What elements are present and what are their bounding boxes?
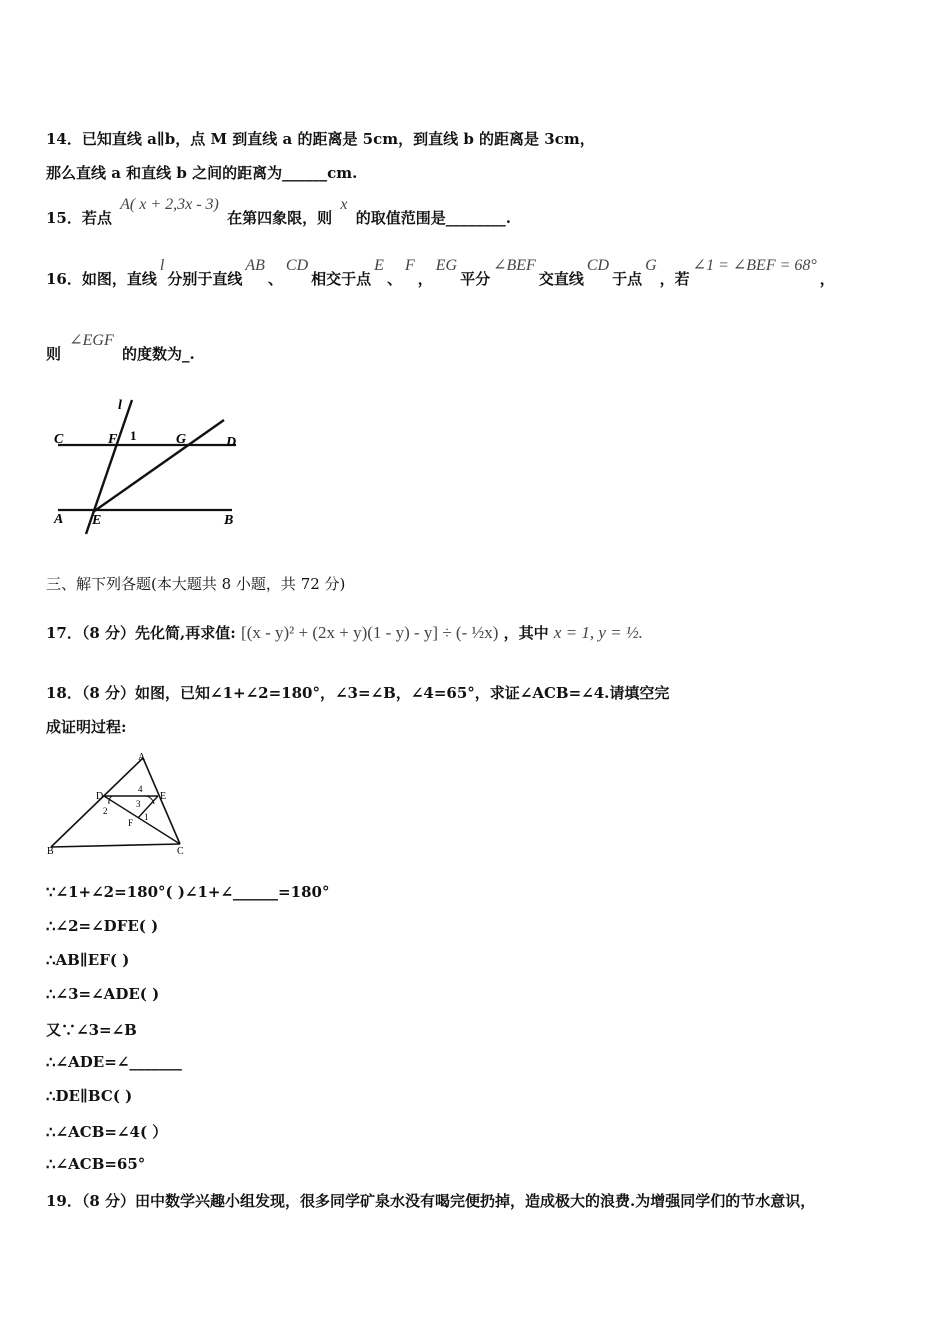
q16-sep-1: 、	[267, 270, 283, 288]
fig16-label-l: l	[118, 398, 122, 413]
fig16-label-d: D	[226, 435, 237, 450]
fig18-label-3: 3	[136, 799, 141, 809]
q17	[46, 622, 643, 643]
fig16-label-1: 1	[130, 428, 137, 443]
proof-step-2: ∴∠2=∠DFE( )	[46, 917, 159, 935]
q19-line1: 19．（8 分）田中数学兴趣小组发现，很多同学矿泉水没有喝完便扔掉，造成极大的浪费.为增强同学们的节水意识，	[46, 1192, 816, 1210]
proof-step-5: 又∵∠3=∠B	[46, 1021, 137, 1039]
fig18-label-d: D	[96, 791, 104, 802]
q17-values: x = 1, y = ½.	[553, 623, 643, 642]
q15-suffix: 的取值范围是________.	[355, 209, 511, 227]
segment-dc	[104, 796, 180, 844]
figure-q16-svg	[46, 392, 256, 542]
fig18-label-2: 2	[103, 806, 108, 816]
q15-point: A( x + 2,3x - 3)	[120, 196, 219, 213]
q16-eg: EG	[435, 257, 458, 274]
section-3-heading: 三、解下列各题(本大题共 8 小题，共 72 分)	[46, 575, 346, 593]
q16-e: E	[374, 257, 384, 274]
proof-step-4: ∴∠3=∠ADE( )	[46, 985, 160, 1003]
fig18-label-1: 1	[144, 812, 149, 822]
figure-q18-svg	[46, 748, 196, 858]
q18-line2: 成证明过程:	[46, 718, 127, 736]
q16-cd-2: CD	[586, 257, 610, 274]
fig16-label-g: G	[176, 432, 187, 447]
q18-line1: 18．（8 分）如图，已知∠1+∠2=180°，∠3=∠B，∠4=65°，求证∠ACB=∠4.请填空完	[46, 684, 670, 702]
proof-step-9: ∴∠ACB=65°	[46, 1155, 146, 1173]
fig18-label-4: 4	[138, 784, 143, 794]
figure-q16	[46, 392, 256, 546]
fig16-label-e: E	[92, 513, 102, 528]
q16-text-4: ，	[417, 270, 433, 288]
proof-step-1: ∵∠1+∠2=180°( )∠1+∠______=180°	[46, 883, 330, 901]
q16-text-7: 于点	[612, 270, 643, 288]
q16-then: 则	[46, 345, 62, 363]
q16-text-5: 平分	[460, 270, 491, 288]
q16-sep-2: 、	[386, 270, 402, 288]
fig18-label-a: A	[138, 752, 146, 763]
proof-step-6: ∴∠ADE=∠_______	[46, 1053, 182, 1071]
q16-text-3: 相交于点	[311, 270, 372, 288]
fig18-label-b: B	[47, 846, 54, 857]
q14-line1: 14．已知直线 a∥b，点 M 到直线 a 的距离是 5cm，到直线 b 的距离是 3cm，	[46, 130, 595, 148]
fig18-label-f: F	[128, 818, 134, 828]
q16-text-9: ，	[819, 270, 835, 288]
side-bc	[51, 844, 180, 847]
q14-line2: 那么直线 a 和直线 b 之间的距离为______cm.	[46, 164, 358, 182]
q16-line1	[46, 257, 835, 289]
proof-step-8: ∴∠ACB=∠4( ）	[46, 1123, 168, 1141]
q16-condition: ∠1 = ∠BEF = 68°	[692, 257, 817, 274]
q16-text-1: 16．如图，直线	[46, 270, 157, 288]
arc-4	[146, 796, 154, 804]
q16-ab: AB	[245, 257, 265, 274]
q15-mid: 在第四象限，则	[227, 209, 333, 227]
fig18-label-e: E	[160, 791, 167, 802]
q16-text-2: 分别于直线	[167, 270, 243, 288]
q16-line2	[46, 332, 195, 364]
q16-text-8: ，若	[659, 270, 690, 288]
fig16-label-f: F	[108, 432, 118, 447]
q16-g: G	[645, 257, 657, 274]
fig16-label-c: C	[54, 432, 64, 447]
proof-step-3: ∴AB∥EF( )	[46, 951, 130, 969]
fig16-label-b: B	[224, 513, 234, 528]
q17-mid: ，其中	[503, 624, 549, 642]
q15-var: x	[340, 196, 348, 213]
figure-q18	[46, 748, 196, 862]
side-ab	[51, 758, 143, 847]
q16-egf: ∠EGF	[69, 332, 114, 349]
proof-step-7: ∴DE∥BC( )	[46, 1087, 133, 1105]
fig16-label-a: A	[54, 512, 64, 527]
q16-text-6: 交直线	[538, 270, 584, 288]
q15	[46, 196, 511, 228]
q15-prefix: 15．若点	[46, 209, 112, 227]
q16-cd: CD	[285, 257, 309, 274]
fig18-label-c: C	[177, 846, 184, 857]
q16-f: F	[404, 257, 415, 274]
q17-prefix: 17．（8 分）先化简,再求值:	[46, 624, 236, 642]
q16-ask: 的度数为_.	[122, 345, 195, 363]
q17-expression: [(x - y)² + (2x + y)(1 - y) - y] ÷ (- ½x)	[241, 623, 499, 642]
q16-bef: ∠BEF	[493, 257, 536, 274]
q16-line-l: l	[159, 257, 165, 274]
